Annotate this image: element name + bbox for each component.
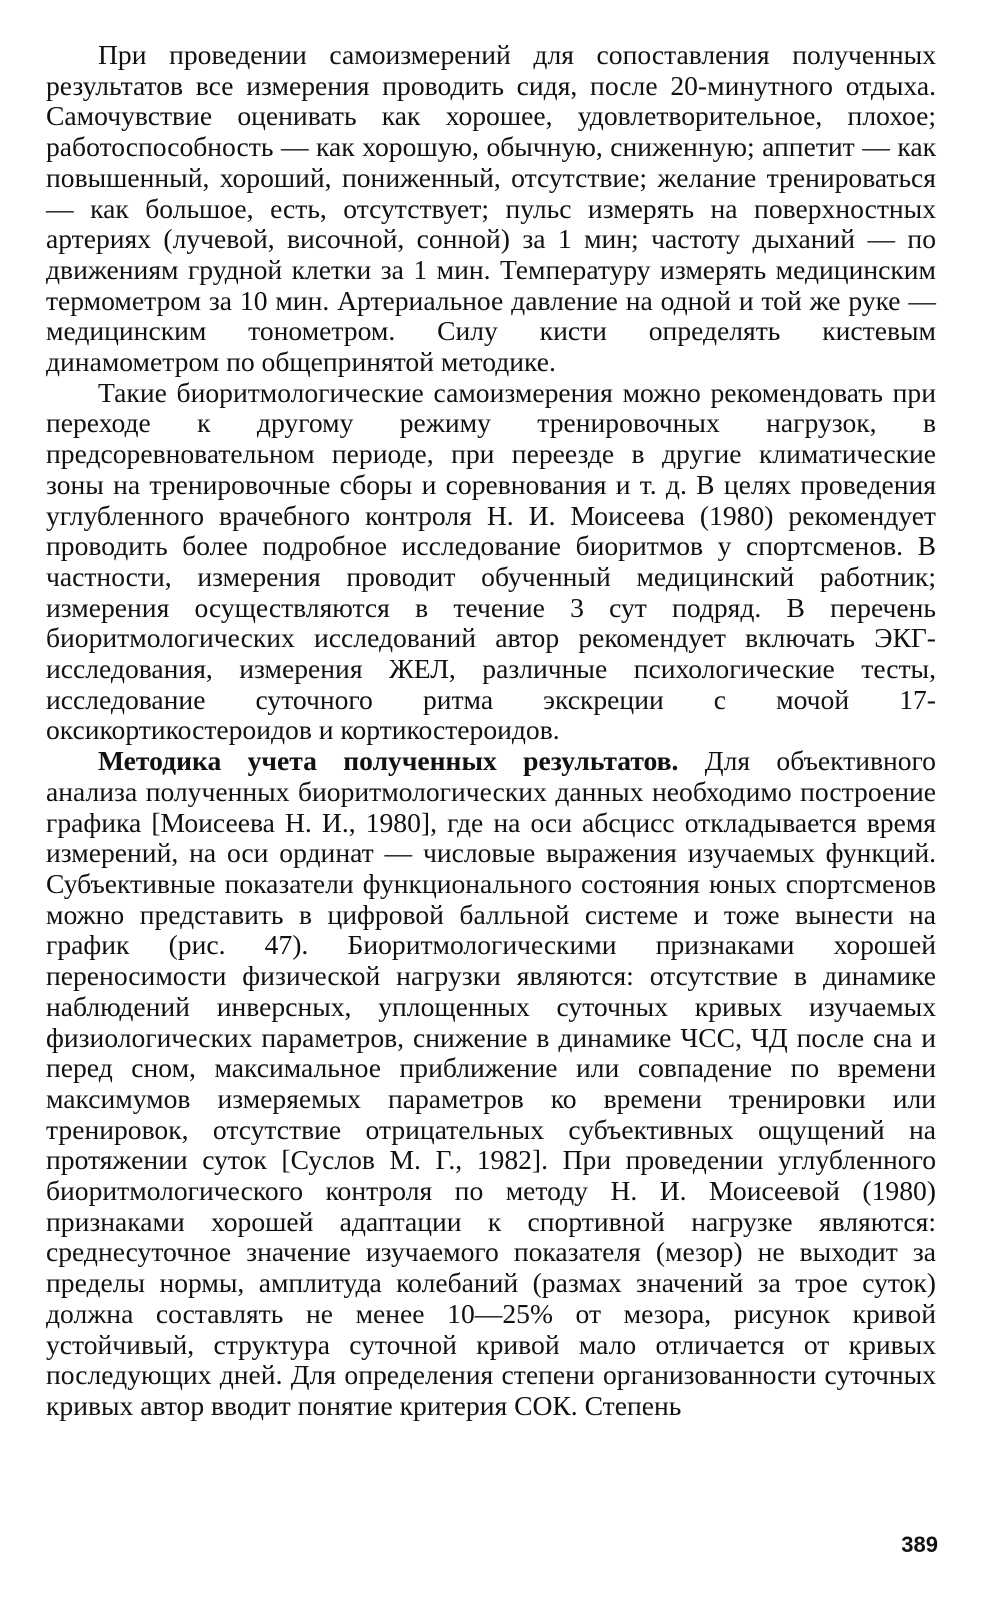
paragraph-self-measurement-rules <box>46 40 936 378</box>
paragraph-biorhythm-recommendations <box>46 378 936 746</box>
paragraph-text: Такие биоритмологические самоизмерения можно рекомендовать при переходе к другому режиму тренировочных нагрузок, в предсоревновательном периоде, при переезде в другие климатические зоны на тренировочные сборы и соревнования и т. д. В целях проведения углубленного врачебного контроля Н. И. Моисеева (1980) рекомендует проводить более подробное исследование биоритмов у спортсменов. В частности, измерения проводит обученный медицинский работник; измерения осуществляются в течение 3 сут подряд. В перечень биоритмологических исследований автор рекомендует включать ЭКГ-исследования, измерения ЖЕЛ, различные психологические тесты, исследование суточного ритма экскреции с мочой 17-оксикортикостероидов и кортикостероидов. <box>46 376 936 746</box>
paragraph-results-method <box>46 746 936 1421</box>
paragraph-text: При проведении самоизмерений для сопоставления полученных результатов все измерения проводить сидя, после 20-минутного отдыха. Самочувствие оценивать как хорошее, удовлетворительное, плохое; работоспособность — как хорошую, обычную, сниженную; аппетит — как повышенный, хороший, пониженный, отсутствие; желание тренироваться — как большое, есть, отсутствует; пульс измерять на поверхностных артериях (лучевой, височной, сонной) за 1 мин; частоту дыханий — по движениям грудной клетки за 1 мин. Температуру измерять медицинским термометром за 10 мин. Артериальное давление на одной и той же руке — медицинским тонометром. Силу кисти определять кистевым динамометром по общепринятой методике. <box>46 39 936 378</box>
page-body <box>46 40 936 1422</box>
section-run-in-heading: Методика учета полученных результатов. <box>98 745 679 777</box>
page-number: 389 <box>901 1532 938 1557</box>
paragraph-text: Для объективного анализа полученных биоритмологических данных необходимо построение графика [Моисеева Н. И., 1980], где на оси абсцисс откладывается время измерений, на оси ординат — числовые выражения изучаемых функций. Субъективные показатели функционального состояния юных спортсменов можно представить в цифровой балльной системе и тоже вынести на график (рис. 47). Биоритмологическими признаками хорошей переносимости физической нагрузки являются: отсутствие в динамике наблюдений инверсных, уплощенных суточных кривых изучаемых физиологических параметров, снижение в динамике ЧСС, ЧД после сна и перед сном, максимальное приближение или совпадение по времени максимумов измеряемых параметров ко времени тренировки или тренировок, отсутствие отрицательных субъективных ощущений на протяжении суток [Суслов М. Г., 1982]. При проведении углубленного биоритмологического контроля по методу Н. И. Моисеевой (1980) признаками хорошей адаптации к спортивной нагрузке являются: среднесуточное значение изучаемого показателя (мезор) не выходит за пределы нормы, амплитуда колебаний (размах значений за трое суток) должна составлять не менее 10—25% от мезора, рисунок кривой устойчивый, структура суточной кривой мало отличается от кривых последующих дней. Для определения степени организованности суточных кривых автор вводит понятие критерия СОК. Степень <box>46 745 936 1421</box>
